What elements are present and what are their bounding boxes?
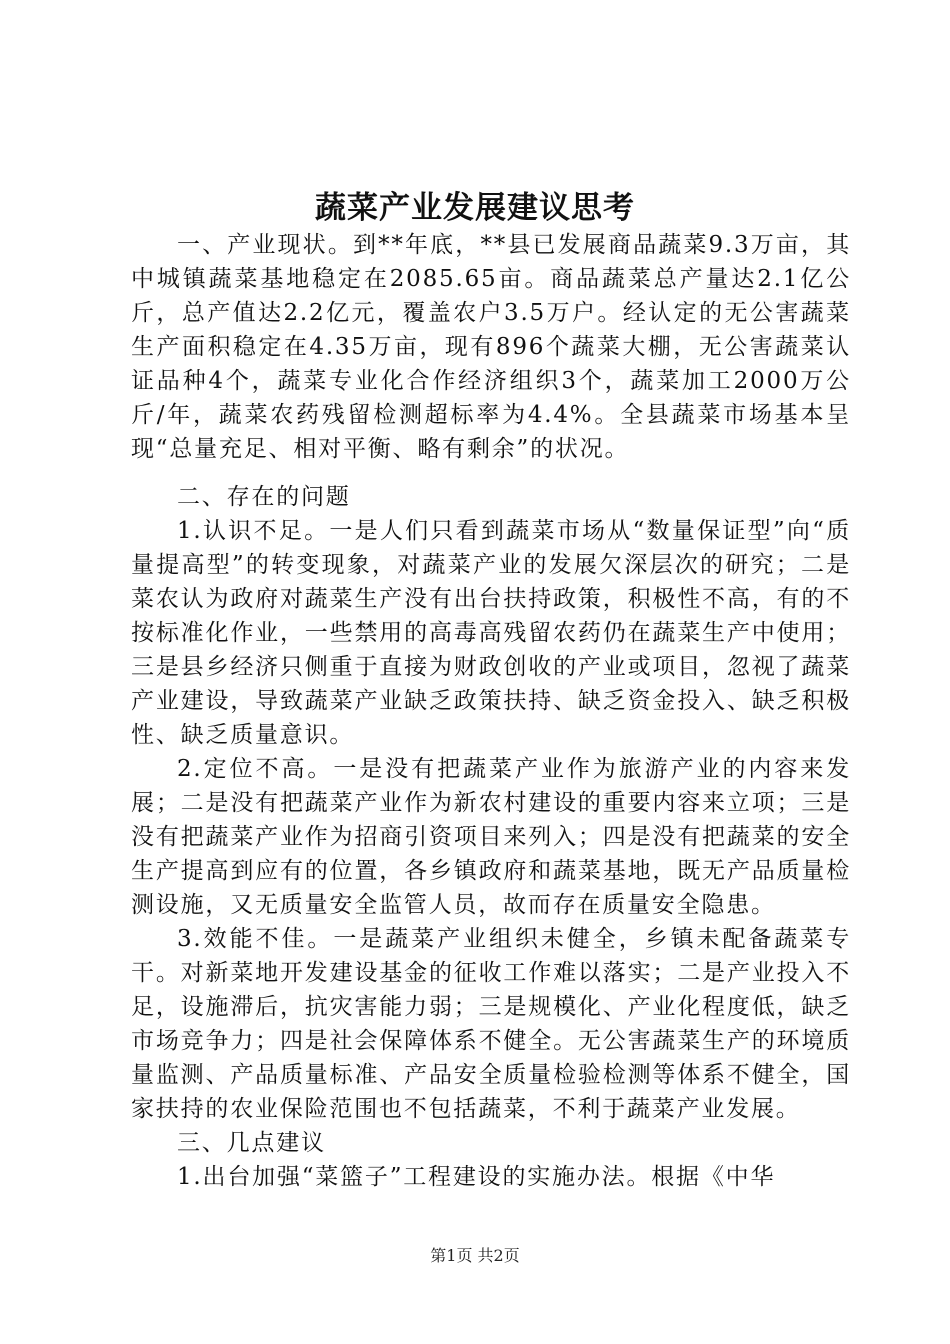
- paragraph-problem-efficiency: 3.效能不佳。一是蔬菜产业组织未健全，乡镇未配备蔬菜专干。对新菜地开发建设基金的征收工作难以落实；二是产业投入不足，设施滞后，抗灾害能力弱；三是规模化、产业化程度低，缺乏市场竞争力；四是社会保障体系不健全。无公害蔬菜生产的环境质量监测、产品质量标准、产品安全质量检验检测等体系不健全，国家扶持的农业保险范围也不包括蔬菜，不利于蔬菜产业发展。: [131, 926, 851, 1122]
- page-footer: 第1页 共2页: [430, 1246, 520, 1265]
- paragraph-problem-positioning: 2.定位不高。一是没有把蔬菜产业作为旅游产业的内容来发展；二是没有把蔬菜产业作为新农村建设的重要内容来立项；三是没有把蔬菜产业作为招商引资项目来列入；四是没有把蔬菜的安全生产提高到应有的位置，各乡镇政府和蔬菜基地，既无产品质量检测设施，又无质量安全监管人员，故而存在质量安全隐患。: [131, 756, 851, 918]
- document-title: 蔬菜产业发展建议思考: [315, 190, 635, 226]
- heading-suggestions: 三、几点建议: [177, 1130, 326, 1156]
- paragraph-problem-awareness: 1.认识不足。一是人们只看到蔬菜市场从“数量保证型”向“质量提高型”的转变现象，对蔬菜产业的发展欠深层次的研究；二是菜农认为政府对蔬菜生产没有出台扶持政策，积极性不高，有的不按标准化作业，一些禁用的高毒高残留农药仍在蔬菜生产中使用；三是县乡经济只侧重于直接为财政创收的产业或项目，忽视了蔬菜产业建设，导致蔬菜产业缺乏政策扶持、缺乏资金投入、缺乏积极性、缺乏质量意识。: [131, 518, 851, 748]
- paragraph-gap: [131, 466, 851, 480]
- paragraph-suggestion-1: 1.出台加强“菜篮子”工程建设的实施办法。根据《中华: [177, 1164, 776, 1190]
- paragraph-industry-status: 一、产业现状。到**年底，**县已发展商品蔬菜9.3万亩，其中城镇蔬菜基地稳定在2085.65亩。商品蔬菜总产量达2.1亿公斤，总产值达2.2亿元，覆盖农户3.5万户。经认定的无公害蔬菜生产面积稳定在4.35万亩，现有896个蔬菜大棚，无公害蔬菜认证品种4个，蔬菜专业化合作经济组织3个，蔬菜加工2000万公斤/年，蔬菜农药残留检测超标率为4.4%。全县蔬菜市场基本呈现“总量充足、相对平衡、略有剩余”的状况。: [131, 232, 851, 462]
- document-body: [131, 228, 851, 1194]
- heading-existing-problems: 二、存在的问题: [177, 484, 351, 510]
